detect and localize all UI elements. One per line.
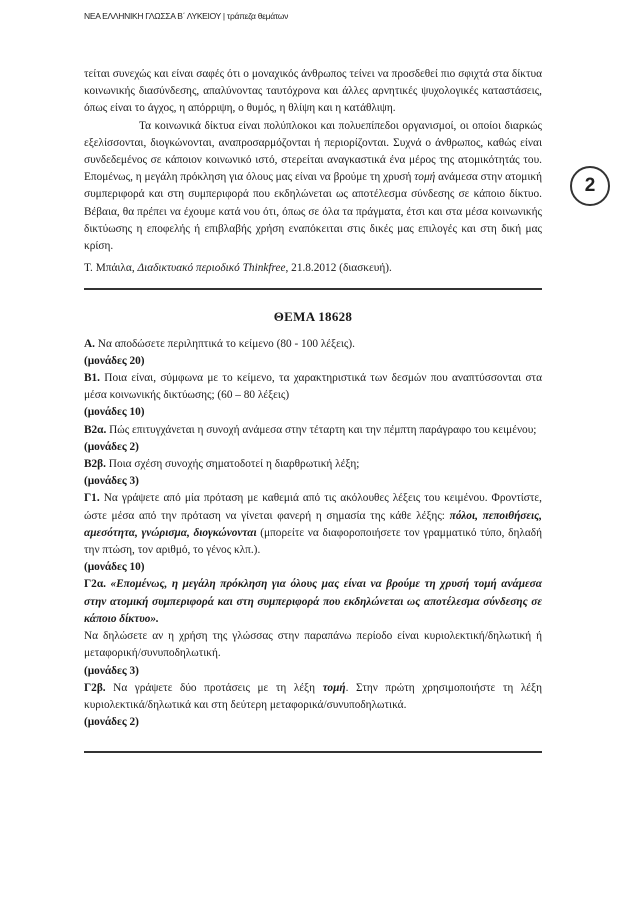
question-text: Ποια σχέση συνοχής σηματοδοτεί η διαρθρωτική λέξη;	[105, 458, 360, 471]
question-b1	[84, 370, 542, 404]
passage-text: Τα κοινωνικά δίκτυα είναι πολύπλοκοι και πολυεπίπεδοι οργανισμοί, οι οποίοι διαρκώς εξελίσσονται, διογκώνονται, αναπροσαρμόζονται ή περιορίζονται. Συχνά ο άνθρωπος, καθώς είναι συνδεδεμένος σε κάποιον κοινωνικό ιστό, στερείται αναγκαστικά ένα μέρος της ατομικότητάς του. Επομένως, η μεγάλη πρόκληση για όλους μας είναι να βρούμε τη χρυσή	[84, 119, 542, 184]
passage-paragraph	[84, 118, 542, 256]
question-label: Α.	[84, 337, 95, 350]
citation-source: Διαδικτυακό περιοδικό Thinkfree	[137, 262, 286, 275]
section-divider	[84, 751, 542, 753]
emphasized-word: τομή	[322, 681, 346, 694]
question-label: Β2β.	[84, 458, 106, 471]
passage-paragraph: τείται συνεχώς και είναι σαφές ότι ο μοναχικός άνθρωπος τείνει να προσδεθεί πιο σφιχτά στα δίκτυα κοινωνικής διασύνδεσης, απαλύνοντας ταυτόχρονα και άλλες αρνητικές ψυχολογικές καταστάσεις, όπως είναι το άγχος, η απόρριψη, ο θυμός, η θλίψη και η κατάθλιψη.	[84, 68, 542, 115]
theme-title: ΘΕΜΑ 18628	[273, 309, 353, 325]
points: (μονάδες 2)	[84, 440, 139, 453]
page-number-badge: 2	[570, 166, 610, 206]
running-header: ΝΕΑ ΕΛΛΗΝΙΚΗ ΓΛΩΣΣΑ Β΄ ΛΥΚΕΙΟΥ | τράπεζα θεμάτων	[84, 11, 289, 21]
question-note: (μπορείτε να διαφοροποιήσετε τον γραμματικό τύπο, δηλαδή την πτώση, τον αριθμό, το γένος κλπ.).	[84, 526, 542, 557]
question-label: Β2α.	[84, 423, 107, 436]
emphasized-word: τομή	[414, 171, 436, 184]
question-b2a	[84, 422, 542, 439]
points: (μονάδες 2)	[84, 716, 139, 729]
citation-details: , 21.8.2012 (διασκευή).	[285, 262, 392, 275]
question-text: Να δηλώσετε αν η χρήση της γλώσσας στην παραπάνω περίοδο είναι κυριολεκτική/δηλωτική ή μεταφορική/συνυποδηλωτική.	[84, 630, 542, 660]
citation-author: Τ. Μπάιλα,	[84, 262, 138, 275]
page-content	[84, 66, 542, 753]
points: (μονάδες 3)	[84, 664, 139, 677]
points: (μονάδες 10)	[84, 561, 145, 574]
question-text: . Στην πρώτη χρησιμοποιήστε τη λέξη κυριολεκτικά/δηλωτικά και στη δεύτερη μεταφορικά/συνυποδηλωτικά.	[84, 681, 542, 711]
question-g2b	[84, 680, 542, 714]
points: (μονάδες 20)	[84, 354, 145, 367]
question-text: Ποια είναι, σύμφωνα με το κείμενο, τα χαρακτηριστικά των δεσμών που αναπτύσσονται στα μέσα κοινωνικής δικτύωσης; (60 – 80 λέξεις)	[84, 372, 542, 402]
question-text: Να αποδώσετε περιληπτικά το κείμενο (80 - 100 λέξεις).	[94, 337, 355, 350]
quoted-sentence: «Επομένως, η μεγάλη πρόκληση για όλους μας είναι να βρούμε τη χρυσή τομή ανάμεσα στην ατομική συμπεριφορά και στη συμπεριφορά που εκδηλώνεται ως αποτέλεσμα σύνδεσης σε κάποιο δίκτυο».	[84, 578, 542, 625]
passage-text: ανάμεσα στην ατομική συμπεριφορά και στη συμπεριφορά που εκδηλώνεται ως αποτέλεσμα σύνδεσης σε κάποιο δίκτυο. Βέβαια, θα πρέπει να έχουμε κατά νου ότι, όπως σε όλα τα πράγματα, έτσι και στα μέσα κοινωνικής δικτύωσης η εποφελής ή επιβλαβής χρήση εναπόκειται στις δικές μας επιλογές και στη δική μας κρίση.	[84, 171, 542, 253]
question-a	[84, 336, 542, 353]
points: (μονάδες 3)	[84, 475, 139, 488]
question-b2b	[84, 456, 542, 473]
points: (μονάδες 10)	[84, 406, 145, 419]
section-divider	[84, 288, 542, 290]
question-label: Γ2β.	[84, 681, 106, 694]
citation	[84, 260, 542, 277]
question-label: Γ2α.	[84, 578, 106, 591]
word-list: πόλοι, πεποιθήσεις, αμεσότητα, γνώρισμα, διογκώνονται	[84, 509, 542, 539]
question-text: Να γράψετε από μία πρόταση με καθεμιά από τις ακόλουθες λέξεις του κειμένου. Φροντίστε, ώστε μέσα από την πρόταση να γίνεται φανερή η σημασία της κάθε λέξης:	[84, 492, 542, 522]
question-text: Πώς επιτυγχάνεται η συνοχή ανάμεσα στην τέταρτη και την πέμπτη παράγραφο του κειμένου;	[106, 423, 537, 436]
question-g1	[84, 490, 542, 559]
question-label: Β1.	[84, 372, 101, 385]
question-text: Να γράψετε δύο προτάσεις με τη λέξη	[105, 681, 323, 694]
question-label: Γ1.	[84, 492, 100, 505]
question-g2a	[84, 576, 542, 628]
